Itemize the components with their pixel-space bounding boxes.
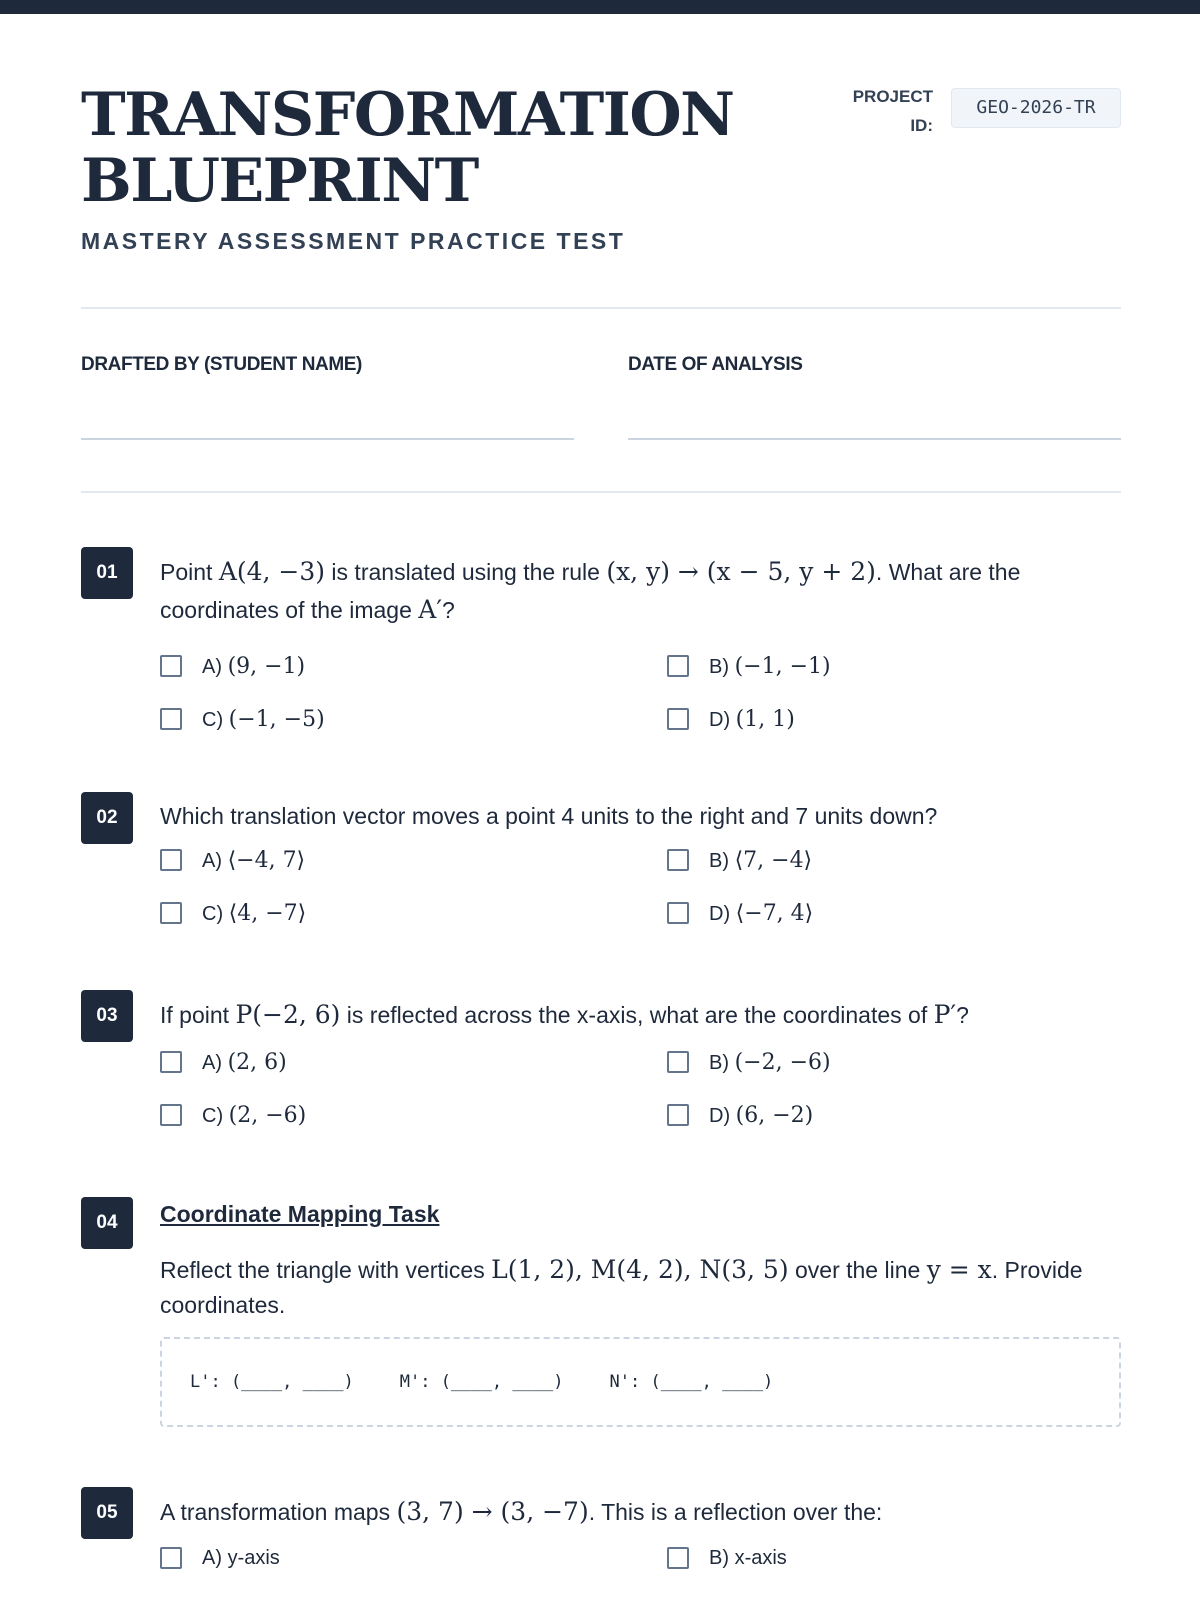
option-letter: B) [709, 655, 729, 678]
option-label [202, 654, 305, 679]
option-letter: A) [202, 655, 222, 678]
task-title: Coordinate Mapping Task [160, 1201, 440, 1227]
student-name-label: DRAFTED BY (STUDENT NAME) [81, 354, 362, 375]
question-text [160, 798, 1120, 835]
checkbox[interactable] [160, 1547, 182, 1569]
option-b[interactable] [667, 1544, 787, 1572]
math-expression: A(4, −3) [218, 557, 326, 586]
option-label [202, 1547, 280, 1570]
project-id-label-line2: ID: [910, 116, 933, 135]
option-letter: D) [709, 708, 731, 731]
student-name-input-line[interactable] [81, 438, 574, 440]
question-text-part: over the line [788, 1257, 927, 1283]
question-text-part: A transformation maps [160, 1499, 397, 1525]
question-text [160, 996, 1120, 1034]
question-text-part: If point [160, 1002, 236, 1028]
option-value: x-axis [734, 1546, 787, 1569]
option-d[interactable] [667, 705, 795, 733]
math-expression: P(−2, 6) [235, 1000, 341, 1029]
date-input-line[interactable] [628, 438, 1121, 440]
option-value: y-axis [227, 1546, 280, 1569]
math-expression: P′ [933, 1000, 957, 1029]
option-letter: D) [709, 1104, 731, 1127]
question-text-part: Which translation vector moves a point 4 units to the right and 7 units down? [160, 803, 938, 829]
option-letter: C) [202, 708, 224, 731]
checkbox[interactable] [667, 902, 689, 924]
option-label [202, 707, 325, 732]
worksheet-page [81, 14, 1121, 1569]
divider-top [81, 307, 1121, 309]
option-value: (6, −2) [735, 1102, 814, 1128]
checkbox[interactable] [667, 1051, 689, 1073]
option-letter: C) [202, 902, 224, 925]
checkbox[interactable] [667, 1547, 689, 1569]
option-label [202, 848, 305, 873]
option-value: ⟨−7, 4⟩ [735, 900, 814, 926]
option-label [709, 707, 795, 732]
option-label [202, 1050, 287, 1075]
option-label [202, 901, 306, 926]
top-accent-bar [0, 0, 1200, 14]
worksheet-subtitle: MASTERY ASSESSMENT PRACTICE TEST [81, 228, 626, 254]
question-text [160, 1493, 1120, 1531]
option-value: ⟨4, −7⟩ [228, 900, 307, 926]
question-number-badge: 03 [81, 990, 133, 1042]
checkbox[interactable] [160, 655, 182, 677]
option-a[interactable] [160, 846, 305, 874]
checkbox[interactable] [160, 849, 182, 871]
project-id-label [823, 82, 933, 140]
answer-l-prime[interactable]: L': (____, ____) [190, 1372, 354, 1392]
option-letter: A) [202, 1051, 222, 1074]
question-number-badge: 05 [81, 1487, 133, 1539]
divider-bottom [81, 491, 1121, 493]
option-label [709, 901, 813, 926]
option-value: (−2, −6) [734, 1049, 831, 1075]
checkbox[interactable] [667, 655, 689, 677]
answer-m-prime[interactable]: M': (____, ____) [399, 1372, 564, 1392]
checkbox[interactable] [667, 1104, 689, 1126]
question-text-part: . Provide coordinates. [160, 1257, 1083, 1318]
question-text [160, 553, 1120, 629]
math-expression: L(1, 2), M(4, 2), N(3, 5) [491, 1255, 789, 1284]
date-field [628, 354, 1121, 376]
worksheet-title [81, 80, 734, 216]
option-b[interactable] [667, 1048, 831, 1076]
option-a[interactable] [160, 1544, 280, 1572]
math-expression: (x, y) → (x − 5, y + 2) [606, 557, 876, 586]
math-expression: A′ [418, 595, 443, 624]
option-value: (2, −6) [228, 1102, 307, 1128]
question-text-part: ? [442, 597, 455, 623]
option-value: ⟨−4, 7⟩ [227, 847, 306, 873]
option-letter: C) [202, 1104, 224, 1127]
option-c[interactable] [160, 1101, 306, 1129]
option-b[interactable] [667, 846, 812, 874]
option-letter: B) [709, 1546, 729, 1569]
option-label [709, 1547, 787, 1570]
option-letter: A) [202, 849, 222, 872]
checkbox[interactable] [160, 1104, 182, 1126]
option-d[interactable] [667, 899, 813, 927]
question-text-part: Point [160, 559, 219, 585]
option-letter: D) [709, 902, 731, 925]
option-value: (−1, −5) [228, 706, 325, 732]
option-label [709, 1050, 831, 1075]
option-a[interactable] [160, 652, 305, 680]
coordinate-answer-box [160, 1337, 1121, 1427]
option-letter: B) [709, 1051, 729, 1074]
option-label [709, 848, 812, 873]
math-expression: (3, 7) → (3, −7) [396, 1497, 589, 1526]
worksheet-header [81, 14, 1121, 264]
question-text-part: Reflect the triangle with vertices [160, 1257, 492, 1283]
student-info-fields [81, 354, 1121, 454]
answer-n-prime[interactable]: N': (____, ____) [609, 1372, 774, 1392]
task-instructions [160, 1252, 1120, 1323]
question-text-part: . This is a reflection over the: [588, 1499, 883, 1525]
option-letter: A) [202, 1546, 222, 1569]
option-value: (−1, −1) [734, 653, 831, 679]
option-label [709, 1103, 813, 1128]
option-label [202, 1103, 306, 1128]
date-label: DATE OF ANALYSIS [628, 354, 803, 375]
option-letter: B) [709, 849, 729, 872]
option-c[interactable] [160, 705, 325, 733]
option-b[interactable] [667, 652, 831, 680]
option-c[interactable] [160, 899, 306, 927]
question-text-part: is reflected across the x-axis, what are the coordinates of [340, 1002, 934, 1028]
project-id-value: GEO-2026-TR [951, 88, 1121, 128]
title-line-1: TRANSFORMATION [81, 80, 734, 150]
question-number-badge: 02 [81, 792, 133, 844]
checkbox[interactable] [160, 1051, 182, 1073]
question-number-badge: 04 [81, 1197, 133, 1249]
student-name-field [81, 354, 574, 376]
option-value: ⟨7, −4⟩ [734, 847, 813, 873]
math-expression: y = x [926, 1255, 992, 1284]
option-value: (1, 1) [735, 706, 795, 732]
checkbox[interactable] [667, 849, 689, 871]
checkbox[interactable] [160, 902, 182, 924]
question-text-part: . What are the coordinates of the image [160, 559, 1021, 623]
option-label [709, 654, 831, 679]
question-text-part: is translated using the rule [325, 559, 607, 585]
option-value: (2, 6) [227, 1049, 287, 1075]
checkbox[interactable] [160, 708, 182, 730]
title-line-2: BLUEPRINT [81, 146, 478, 216]
question-text-part: ? [956, 1002, 969, 1028]
option-a[interactable] [160, 1048, 287, 1076]
checkbox[interactable] [667, 708, 689, 730]
option-value: (9, −1) [227, 653, 306, 679]
project-id-label-line1: PROJECT [852, 87, 933, 106]
question-number-badge: 01 [81, 547, 133, 599]
option-d[interactable] [667, 1101, 813, 1129]
